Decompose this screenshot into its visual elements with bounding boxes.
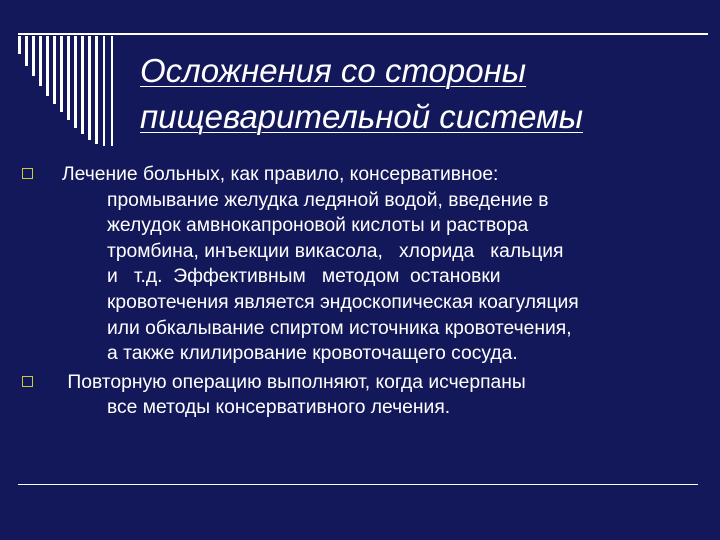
bullet-1-line: или обкалывание спиртом источника кровотечения,	[107, 317, 572, 339]
slide-title	[140, 48, 700, 140]
bullet-item-1	[22, 162, 692, 367]
bullet-text-2	[40, 370, 692, 421]
bullet-2-line: все методы консервативного лечения.	[107, 397, 451, 419]
bullet-2-line: Повторную операцию выполняют, когда исчерпаны	[62, 371, 526, 393]
bullet-1-line: тромбина, инъекции викасола, хлорида кальция	[107, 240, 564, 262]
hollow-square-icon	[22, 376, 33, 387]
bottom-divider	[18, 484, 698, 485]
bullet-1-line: промывание желудка ледяной водой, введение в	[107, 189, 549, 211]
bullet-1-line: а также клилирование кровоточащего сосуда.	[107, 343, 518, 365]
bullet-1-line: желудок амвнокапроновой кислоты и раствора	[107, 215, 529, 237]
stripes-decoration	[18, 36, 118, 146]
bullet-1-line: и т.д. Эффективным методом остановки	[107, 266, 501, 288]
bullet-text-1	[40, 162, 692, 367]
bullet-1-line: Лечение больных, как правило, консервативное:	[62, 164, 499, 185]
hollow-square-icon	[22, 168, 33, 179]
bullet-list	[22, 162, 692, 421]
title-line-2: пищеварительной системы	[140, 98, 583, 135]
bullet-item-2	[22, 370, 692, 421]
bullet-1-line: кровотечения является эндоскопическая коагуляция	[107, 291, 579, 313]
title-line-1: Осложнения со стороны	[140, 52, 527, 89]
top-divider	[18, 33, 708, 35]
